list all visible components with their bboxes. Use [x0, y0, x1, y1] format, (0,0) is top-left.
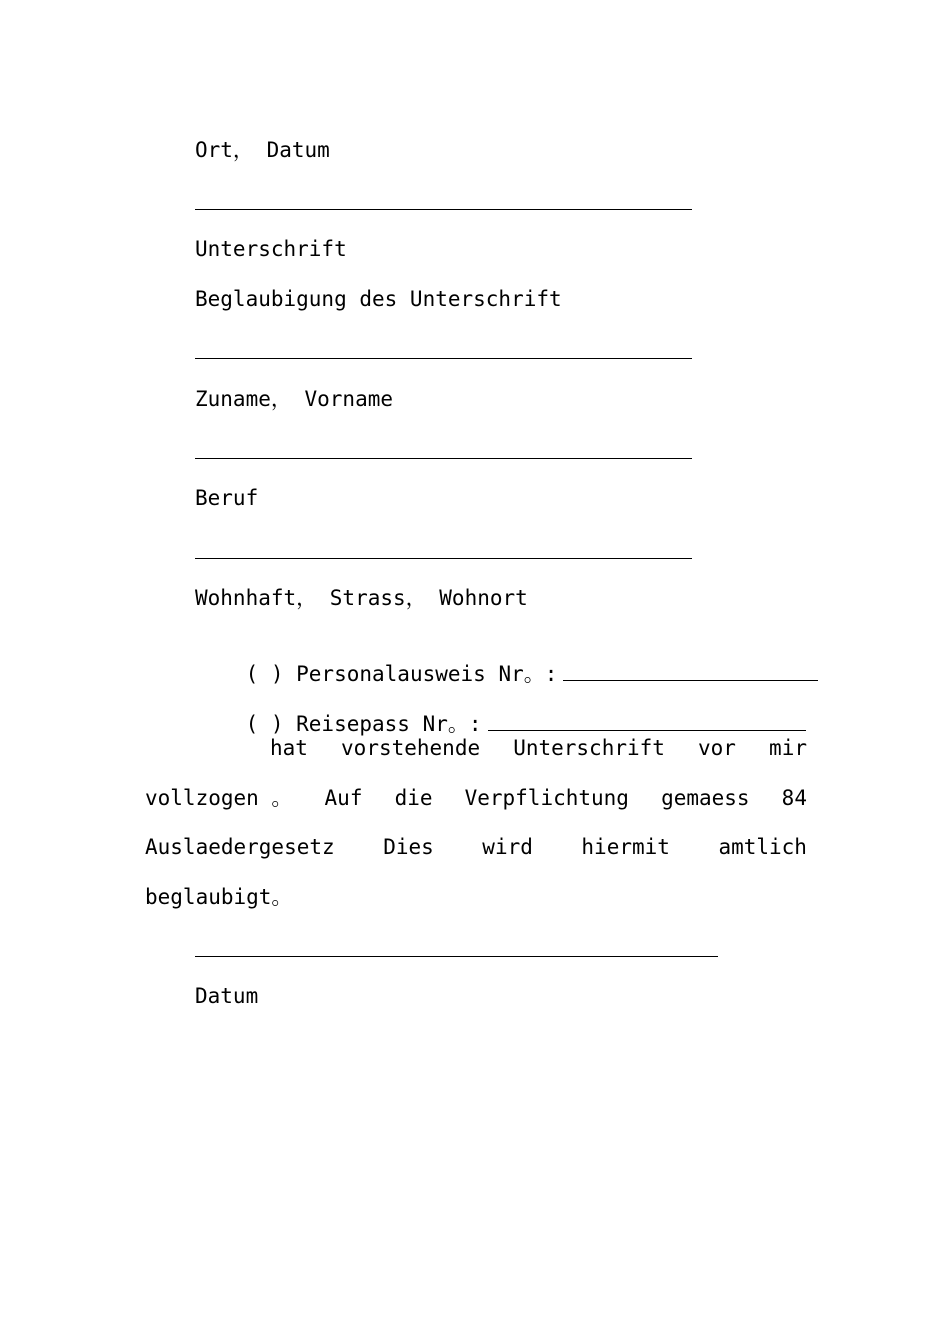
statement-word: 84 — [781, 786, 807, 810]
statement-word: Auf — [324, 786, 363, 810]
datum-line — [195, 956, 718, 957]
statement-word: amtlich — [718, 835, 807, 859]
name-line — [195, 358, 692, 359]
statement-word: hat — [270, 736, 308, 760]
statement-word: hiermit — [581, 835, 670, 859]
signature-line — [195, 209, 692, 210]
wohnort-line — [195, 558, 692, 559]
datum-label: Datum — [195, 984, 259, 1008]
statement-line-4 — [145, 884, 807, 910]
beruf-label: Beruf — [195, 486, 259, 510]
statement-word: Unterschrift — [513, 736, 665, 760]
beglaubigung-heading: Beglaubigung des Unterschrift — [195, 287, 562, 311]
personalausweis-label: ( ) Personalausweis Nr。: — [245, 662, 558, 686]
statement-word: mir — [769, 736, 807, 760]
statement-line-1 — [270, 735, 807, 761]
reisepass-blank — [488, 712, 806, 731]
statement-word: vollzogen 。 — [145, 786, 293, 810]
statement-line-2 — [145, 785, 807, 811]
statement-word: vor — [698, 736, 736, 760]
ort-datum-label: Ort， Datum — [195, 138, 330, 162]
statement-word: gemaess — [661, 786, 750, 810]
statement-line-3 — [145, 834, 807, 860]
zuname-vorname-label: Zuname， Vorname — [195, 387, 394, 411]
statement-word: wird — [482, 835, 533, 859]
statement-word: Verpflichtung — [464, 786, 629, 810]
unterschrift-label: Unterschrift — [195, 237, 347, 261]
beruf-line — [195, 458, 692, 459]
statement-word: die — [394, 786, 433, 810]
personalausweis-blank — [563, 662, 818, 681]
statement-word: vorstehende — [341, 736, 481, 760]
reisepass-label: ( ) Reisepass Nr。: — [245, 712, 482, 736]
wohnhaft-label: Wohnhaft， Strass， Wohnort — [195, 586, 528, 610]
statement-word: beglaubigt。 — [145, 885, 293, 909]
statement-word: Dies — [383, 835, 434, 859]
statement-word: Auslaedergesetz — [145, 835, 335, 859]
